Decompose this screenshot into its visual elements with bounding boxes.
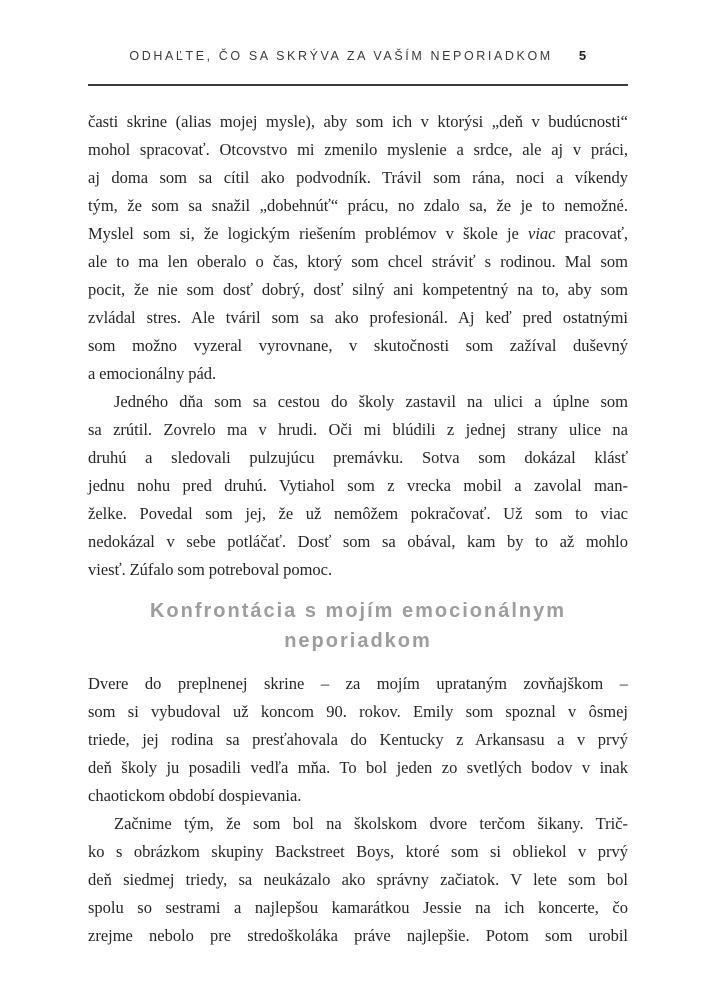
- text-line: viesť. Zúfalo som potreboval pomoc.: [88, 560, 333, 579]
- text-line: triede, jej rodina sa presťahovala do Kentucky z Arkansasu a v prvý: [88, 730, 628, 749]
- text-line: spolu so sestrami a najlepšou kamarátkou Jessie na ich koncerte, čo: [88, 898, 628, 917]
- text-line: deň školy ju posadili vedľa mňa. To bol jeden zo svetlých bodov v inak: [88, 758, 628, 777]
- page-body: [88, 108, 628, 950]
- text-line: jednu nohu pred druhú. Vytiahol som z vrecka mobil a zavolal man-: [88, 476, 628, 495]
- section-heading: [88, 596, 628, 656]
- paragraph: [88, 388, 628, 584]
- text-line: druhú a sledovali pulzujúcu premávku. Sotva som dokázal klásť: [88, 448, 628, 467]
- text-line: želke. Povedal som jej, že už nemôžem pokračovať. Už som to viac: [88, 504, 628, 523]
- header-rule: [88, 84, 628, 86]
- text-line: Dvere do preplnenej skrine – za mojím uprataným zovňajškom –: [88, 674, 628, 693]
- text-line: aj doma som sa cítil ako podvodník. Trávil som rána, noci a víkendy: [88, 168, 628, 187]
- running-head: [88, 48, 628, 64]
- text-line: časti skrine (alias mojej mysle), aby som ich v ktorýsi „deň v budúcnosti“: [88, 112, 628, 131]
- text-line: tým, že som sa snažil „dobehnúť“ prácu, no zdalo sa, že je to nemožné.: [88, 196, 628, 215]
- text-line: zrejme nebolo pre stredoškoláka práve najlepšie. Potom som urobil: [88, 926, 628, 945]
- text-line: Začnime tým, že som bol na školskom dvore terčom šikany. Trič-: [114, 814, 628, 833]
- text-line: zvládal stres. Ale tváril som sa ako profesionál. Aj keď pred ostatnými: [88, 308, 628, 327]
- text-line: Myslel som si, že logickým riešením problémov v škole je viac pracovať,: [88, 224, 629, 243]
- text-line: som si vybudoval už koncom 90. rokov. Emily som spoznal v ôsmej: [88, 702, 628, 721]
- text-line: deň siedmej triedy, sa neukázalo ako správny začiatok. V lete som bol: [88, 870, 628, 889]
- page-number: 5: [578, 48, 587, 63]
- text-line: sa zrútil. Zovrelo ma v hrudi. Oči mi blúdili z jednej strany ulice na: [88, 420, 628, 439]
- text-line: a emocionálny pád.: [88, 364, 217, 383]
- text-line: ale to ma len oberalo o čas, ktorý som chcel stráviť s rodinou. Mal som: [88, 252, 628, 271]
- section-heading-line: Konfrontácia s mojím emocionálnym: [149, 600, 567, 622]
- text-line: som možno vyzeral vyrovnane, v skutočnosti som zažíval duševný: [88, 336, 628, 355]
- text-line: pocit, že nie som dosť dobrý, dosť silný ani kompetentný na to, aby som: [88, 280, 628, 299]
- text-line: chaotickom období dospievania.: [88, 786, 302, 805]
- paragraph: [88, 670, 628, 810]
- text-line: nedokázal v sebe potláčať. Dosť som sa obával, kam by to až mohlo: [88, 532, 628, 551]
- text-line: mohol spracovať. Otcovstvo mi zmenilo myslenie a srdce, ale aj v práci,: [88, 140, 628, 159]
- paragraph: [88, 810, 628, 950]
- text-line: Jedného dňa som sa cestou do školy zastavil na ulici a úplne som: [114, 392, 628, 411]
- running-head-title: ODHAĽTE, ČO SA SKRÝVA ZA VAŠÍM NEPORIADKOM: [129, 49, 553, 63]
- text-line: ko s obrázkom skupiny Backstreet Boys, ktoré som si obliekol v prvý: [88, 842, 628, 861]
- section-heading-line: neporiadkom: [284, 630, 432, 652]
- paragraph: [88, 108, 628, 388]
